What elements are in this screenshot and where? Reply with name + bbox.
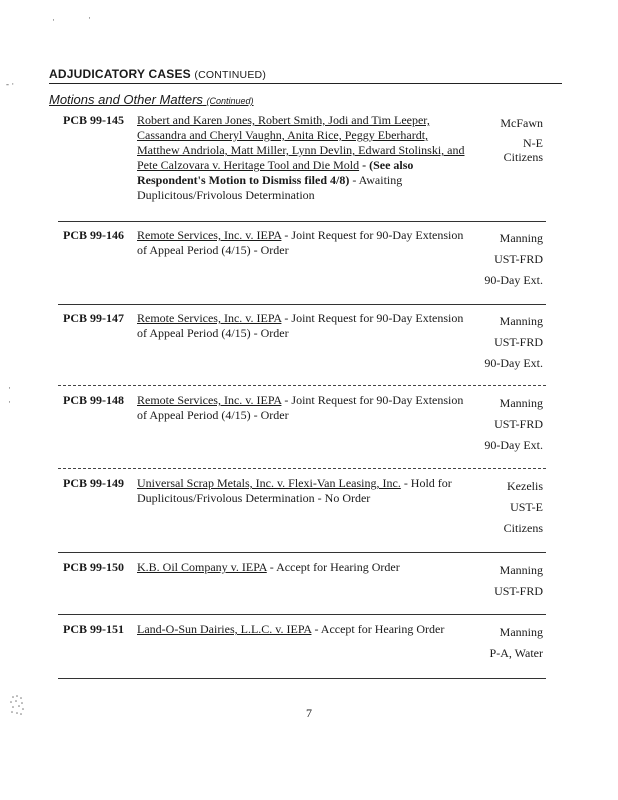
case-title[interactable]: K.B. Oil Company v. IEPA [137,560,267,574]
entry-divider [58,552,546,553]
case-number: PCB 99-145 [63,113,124,127]
subsection-title: Motions and Other Matters [49,92,203,107]
entry-divider [58,304,546,305]
case-number: PCB 99-146 [63,228,124,242]
case-meta [463,113,543,167]
case-description [137,228,472,258]
case-description [137,622,472,637]
scan-speck: · [8,383,11,393]
case-number: PCB 99-147 [63,311,124,325]
case-board-member: Manning [499,563,543,577]
case-description [137,113,472,203]
case-meta [463,622,543,664]
case-category: Citizens [503,150,543,164]
case-action: - Accept for Hearing Order [311,622,445,636]
scan-speck: - · [6,79,15,89]
case-number: PCB 99-148 [63,393,124,407]
case-entry [49,476,547,546]
case-board-member: Manning [499,231,543,245]
case-category: 90-Day Ext. [484,438,543,452]
case-meta [463,311,543,374]
case-type: UST-FRD [494,252,543,266]
case-meta [463,228,543,291]
case-entry [49,560,547,610]
case-entry [49,113,547,213]
case-action: - Awaiting Duplicitous/Frivolous Determination [137,173,403,202]
case-meta [463,393,543,456]
case-board-member: Manning [499,396,543,410]
case-entry [49,228,547,298]
case-category: 90-Day Ext. [484,356,543,370]
case-number: PCB 99-151 [63,622,124,636]
case-title[interactable]: Land-O-Sun Dairies, L.L.C. v. IEPA [137,622,312,636]
case-meta [463,560,543,602]
case-type: UST-FRD [494,335,543,349]
section-header-continued: (CONTINUED) [194,69,267,81]
case-action: - Hold for Duplicitous/Frivolous Determination - No Order [137,476,452,505]
case-entry [49,311,547,381]
case-title[interactable]: Remote Services, Inc. v. IEPA [137,311,282,325]
case-note: - (See also Respondent's Motion to Dismiss filed 4/8) [137,158,414,187]
case-meta [463,476,543,539]
entry-divider [58,468,546,469]
scan-speck: · [8,397,11,407]
case-action: - Accept for Hearing Order [266,560,400,574]
entry-divider [58,678,546,679]
case-board-member: Manning [499,625,543,639]
case-entry [49,393,547,463]
case-type: UST-FRD [494,417,543,431]
case-board-member: Kezelis [507,479,543,493]
case-action: - Joint Request for 90-Day Extension of Appeal Period (4/15) - Order [137,311,464,340]
case-title[interactable]: Universal Scrap Metals, Inc. v. Flexi-Van Leasing, Inc. [137,476,401,490]
case-description [137,311,472,341]
entry-divider [58,385,546,386]
case-board-member: McFawn [500,116,543,130]
case-title[interactable]: Remote Services, Inc. v. IEPA [137,393,282,407]
case-action: - Joint Request for 90-Day Extension of Appeal Period (4/15) - Order [137,393,464,422]
case-category: Citizens [503,521,543,535]
case-type: UST-E [510,500,543,514]
header-rule [49,83,562,84]
case-type: UST-FRD [494,584,543,598]
case-description [137,560,472,575]
case-title[interactable]: Robert and Karen Jones, Robert Smith, Jodi and Tim Leeper, Cassandra and Cheryl Vaughn, Anita Rice, Peggy Eberhardt, Matthew Andriola, Matt Miller, Lynn Devlin, Edward Stolinski, and Pete Calzovara v. Heritage Tool and Die Mold [137,113,465,172]
case-title[interactable]: Remote Services, Inc. v. IEPA [137,228,282,242]
page-number: 7 [306,706,312,720]
subsection-continued: (Continued) [206,96,254,106]
entry-divider [58,614,546,615]
subsection-header [49,92,254,107]
entry-divider [58,221,546,222]
case-description [137,393,472,423]
case-type: P-A, Water [489,646,543,660]
case-number: PCB 99-150 [63,560,124,574]
case-board-member: Manning [499,314,543,328]
case-description [137,476,472,506]
case-entry [49,622,547,672]
section-header-title: ADJUDICATORY CASES [49,67,191,81]
case-number: PCB 99-149 [63,476,124,490]
scan-speck: · [88,13,91,23]
scan-speck: · [52,15,55,25]
case-category: 90-Day Ext. [484,273,543,287]
section-header [49,67,266,81]
case-type: N-E [523,136,543,150]
case-action: - Joint Request for 90-Day Extension of Appeal Period (4/15) - Order [137,228,464,257]
